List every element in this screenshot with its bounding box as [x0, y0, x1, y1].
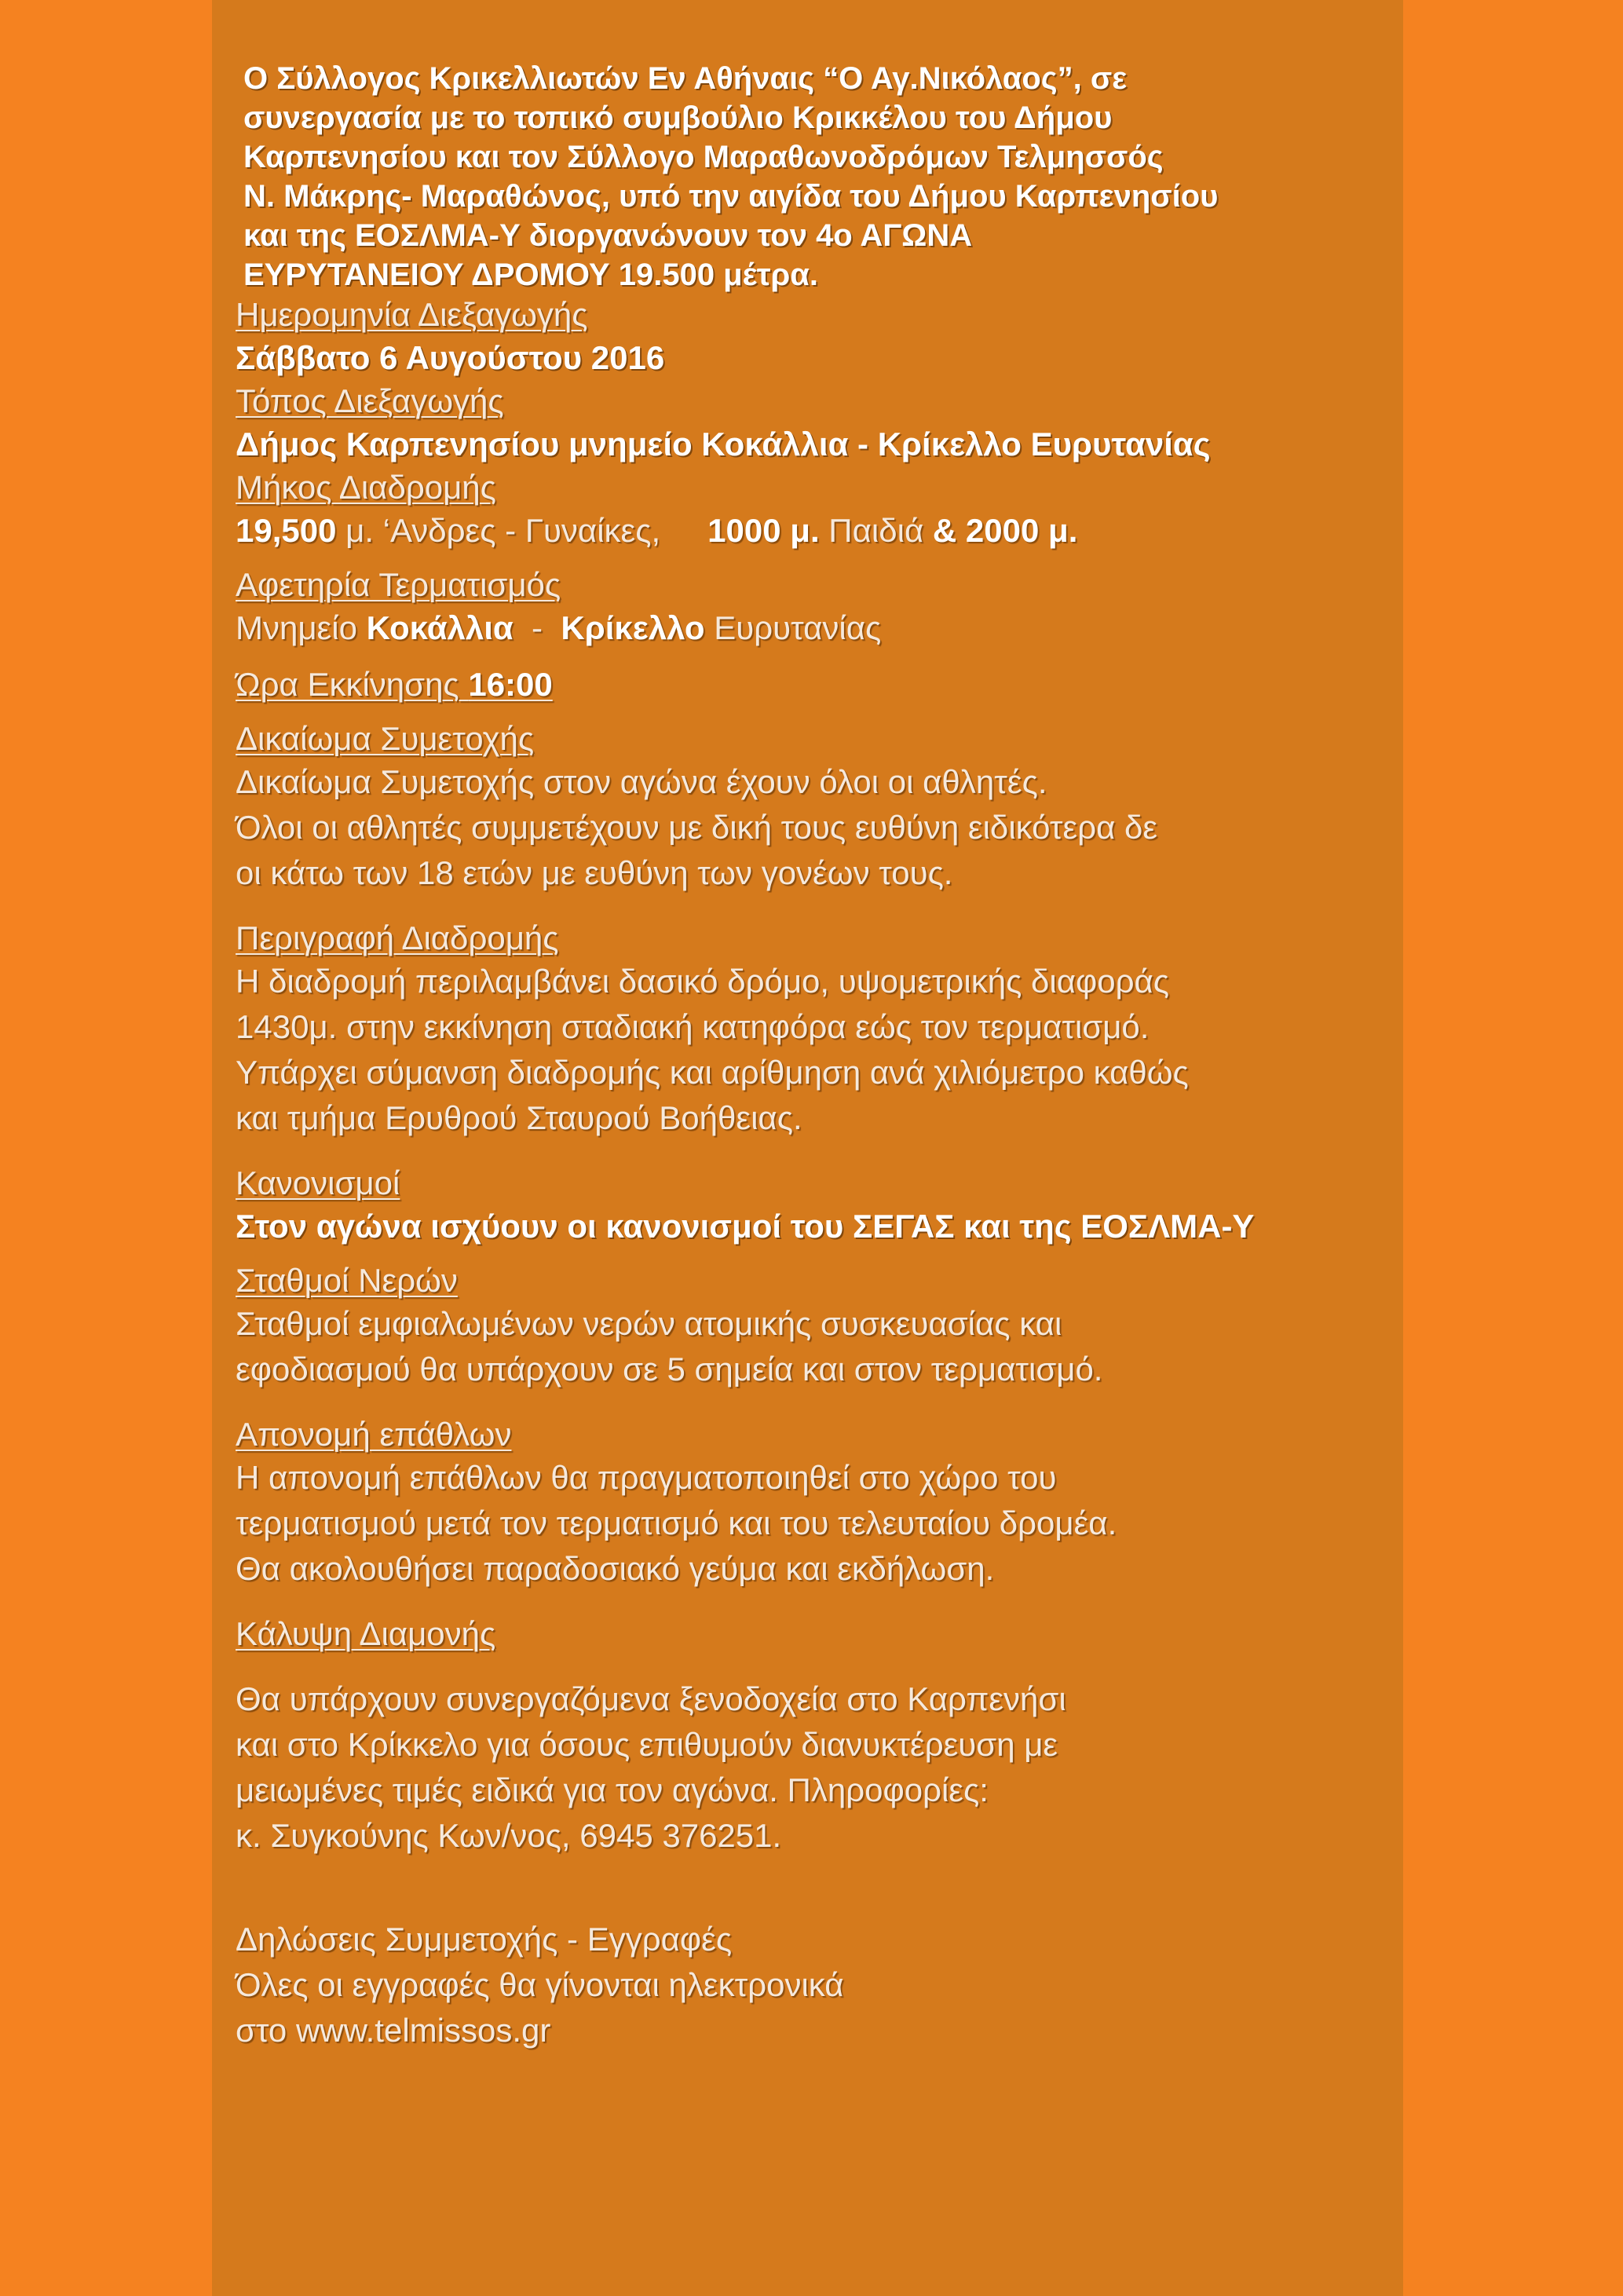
route-line: και τμήμα Ερυθρού Σταυρού Βοήθειας.	[236, 1099, 802, 1136]
intro-line: συνεργασία με το τοπικό συμβούλιο Κρικκέλου του Δήμου	[243, 101, 1113, 135]
eligibility-text	[236, 759, 1382, 896]
length-heading: Μήκος Διαδρομής	[236, 469, 496, 506]
start-finish-heading: Αφετηρία Τερματισμός	[236, 566, 561, 603]
awards-line: τερματισμού μετά τον τερματισμό και του τελευταίου δρομέα.	[236, 1504, 1117, 1541]
eligibility-line: οι κάτω των 18 ετών με ευθύνη των γονέων τους.	[236, 854, 953, 891]
water-text	[236, 1301, 1382, 1392]
length-value	[236, 508, 1382, 554]
awards-line: Η απονομή επάθλων θα πραγματοποιηθεί στο χώρο του	[236, 1459, 1057, 1496]
start-time-value: 16:00	[468, 666, 553, 703]
intro-line: Ο Σύλλογος Κρικελλιωτών Εν Αθήναις “Ο Αγ.Νικόλαος”, σε	[243, 61, 1128, 96]
extra-distance: & 2000 μ.	[932, 512, 1078, 549]
main-distance-label: μ. ‘Ανδρες - Γυναίκες,	[336, 512, 661, 549]
route-line: Η διαδρομή περιλαμβάνει δασικό δρόμο, υψομετρικής διαφοράς	[236, 963, 1170, 1000]
registration-line: Όλες οι εγγραφές θα γίνονται ηλεκτρονικά	[236, 1966, 844, 2003]
rules-value: Στον αγώνα ισχύουν οι κανονισμοί του ΣΕΓΑΣ και της ΕΟΣΛΜΑ-Υ	[236, 1208, 1255, 1245]
intro-line: Καρπενησίου και τον Σύλλογο Μαραθωνοδρόμων Τελμησσός	[243, 140, 1164, 174]
start-time-label: Ώρα Εκκίνησης	[236, 666, 469, 703]
route-line: 1430μ. στην εκκίνηση σταδιακή κατηφόρα εώς τον τερματισμό.	[236, 1008, 1150, 1045]
rules-heading: Κανονισμοί	[236, 1164, 400, 1201]
route-heading: Περιγραφή Διαδρομής	[236, 919, 559, 956]
announcement-content	[236, 59, 1382, 2053]
route-text	[236, 959, 1382, 1141]
kids-label: Παιδιά	[819, 512, 933, 549]
awards-heading: Απονομή επάθλων	[236, 1416, 512, 1453]
registration-link[interactable]: στο www.telmissos.gr	[236, 2012, 551, 2049]
finish-location: Κρίκελλο	[561, 609, 705, 646]
start-finish-separator: -	[513, 609, 561, 646]
eligibility-line: Όλοι οι αθλητές συμμετέχουν με δική τους ευθύνη ειδικότερα δε	[236, 809, 1158, 846]
intro-line: και της ΕΟΣΛΜΑ-Υ διοργανώνουν τον 4ο ΑΓΩΝΑ	[243, 218, 973, 253]
eligibility-heading: Δικαίωμα Συμετοχής	[236, 720, 535, 757]
main-distance: 19,500	[236, 512, 337, 549]
start-time	[236, 662, 1382, 707]
intro-line: Ν. Μάκρης- Μαραθώνος, υπό την αιγίδα του Δήμου Καρπενησίου	[243, 179, 1219, 214]
route-line: Υπάρχει σύμανση διαδρομής και αρίθμηση ανά χιλιόμετρο καθώς	[236, 1054, 1189, 1091]
awards-text	[236, 1455, 1382, 1592]
accommodation-line: μειωμένες τιμές ειδικά για τον αγώνα. Πληροφορίες:	[236, 1771, 989, 1808]
registration-title: Δηλώσεις Συμμετοχής - Εγγραφές	[236, 1921, 733, 1958]
accommodation-line: και στο Κρίκκελο για όσους επιθυμούν διανυκτέρευση με	[236, 1726, 1058, 1763]
start-finish-prefix: Μνημείο	[236, 609, 367, 646]
venue-value: Δήμος Καρπενησίου μνημείο Κοκάλλια - Κρίκελλο Ευρυτανίας	[236, 426, 1211, 462]
awards-line: Θα ακολουθήσει παραδοσιακό γεύμα και εκδήλωση.	[236, 1550, 995, 1587]
kids-distance: 1000 μ.	[707, 512, 820, 549]
start-finish-value	[236, 605, 1382, 651]
intro-paragraph	[243, 59, 1382, 294]
eligibility-line: Δικαίωμα Συμετοχής στον αγώνα έχουν όλοι οι αθλητές.	[236, 763, 1047, 800]
start-location: Κοκάλλια	[366, 609, 514, 646]
intro-line: ΕΥΡΥΤΑΝΕΙΟΥ ΔΡΟΜΟΥ 19.500 μέτρα.	[243, 258, 818, 292]
registration-text	[236, 1917, 1382, 2053]
accommodation-line: κ. Συγκούνης Κων/νος, 6945 376251.	[236, 1817, 782, 1854]
accommodation-line: Θα υπάρχουν συνεργαζόμενα ξενοδοχεία στο Καρπενήσι	[236, 1680, 1066, 1717]
accommodation-text	[236, 1676, 1382, 1859]
venue-heading: Τόπος Διεξαγωγής	[236, 382, 504, 419]
water-heading: Σταθμοί Νερών	[236, 1262, 458, 1299]
water-line: εφοδιασμού θα υπάρχουν σε 5 σημεία και στον τερματισμό.	[236, 1351, 1103, 1387]
date-value: Σάββατο 6 Αυγούστου 2016	[236, 339, 665, 376]
date-heading: Ημερομηνία Διεξαγωγής	[236, 296, 588, 333]
accommodation-heading: Κάλυψη Διαμονής	[236, 1615, 496, 1652]
start-finish-suffix: Ευρυτανίας	[704, 609, 882, 646]
water-line: Σταθμοί εμφιαλωμένων νερών ατομικής συσκευασίας και	[236, 1305, 1062, 1342]
